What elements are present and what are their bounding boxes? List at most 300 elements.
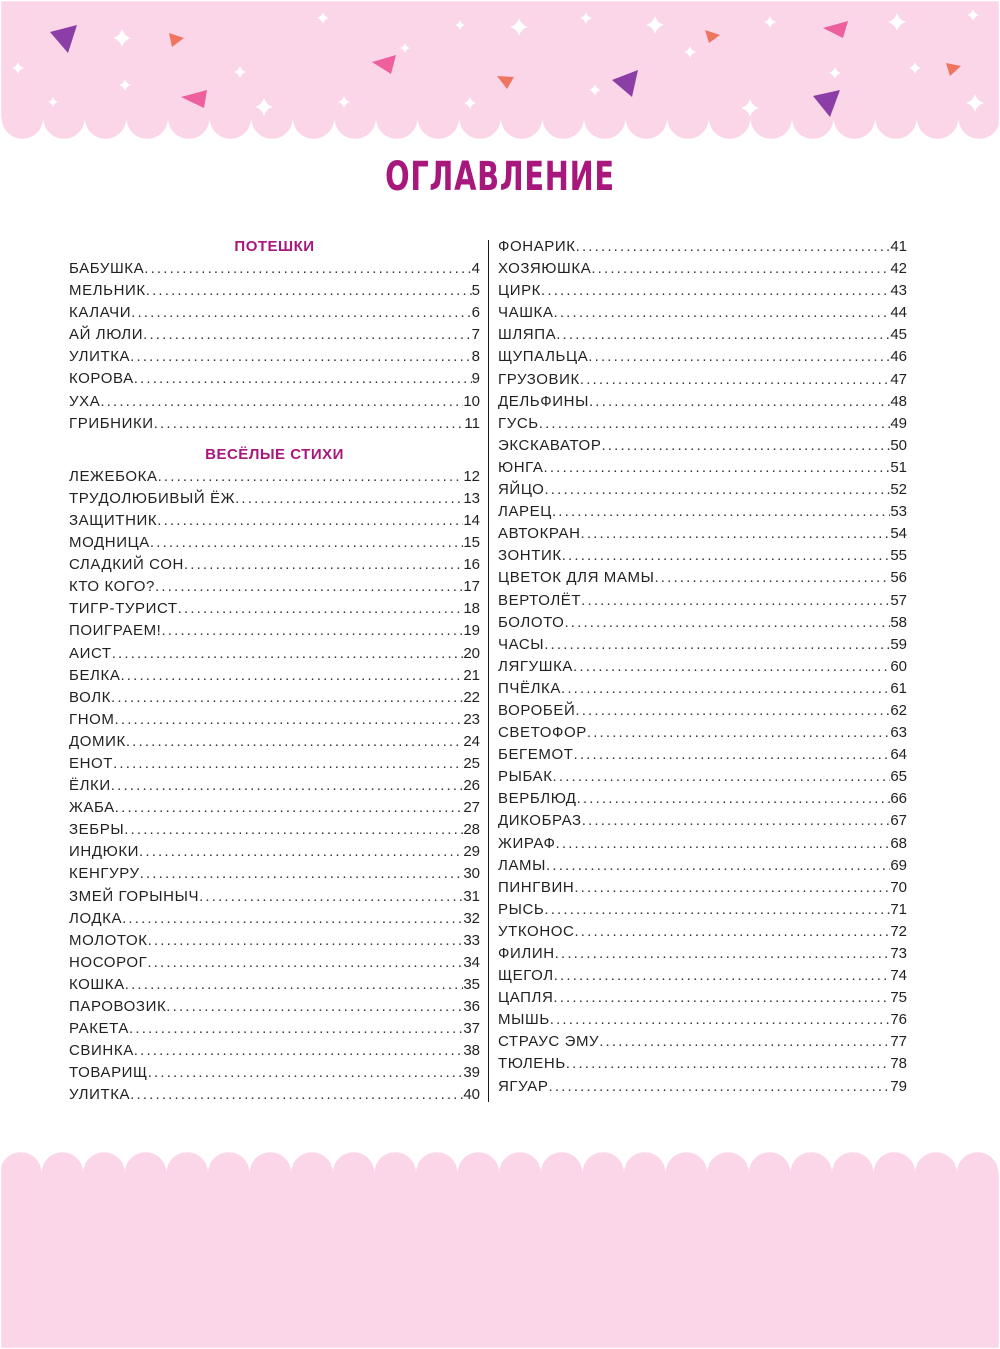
toc-entry-page: 48 — [890, 392, 907, 410]
toc-entry-page: 63 — [890, 724, 907, 742]
toc-entry-page: 12 — [463, 467, 480, 485]
dot-leader — [581, 590, 890, 612]
toc-entry-page: 45 — [890, 326, 907, 344]
toc-column-right — [498, 236, 907, 1098]
dot-leader — [112, 643, 464, 665]
toc-entry-title: СЛАДКИЙ СОН — [69, 556, 184, 574]
toc-entry[interactable] — [69, 488, 480, 510]
toc-entry-title: АИСТ — [69, 644, 112, 662]
toc-entry-page: 66 — [890, 790, 907, 808]
toc-entry[interactable] — [69, 302, 480, 324]
dot-leader — [544, 479, 890, 501]
toc-entry-page: 34 — [463, 953, 480, 971]
dot-leader — [148, 1062, 464, 1084]
toc-entry[interactable] — [69, 1062, 480, 1084]
dot-leader — [115, 797, 464, 819]
toc-entry-page: 23 — [463, 710, 480, 728]
dot-leader — [553, 987, 890, 1009]
toc-entry-title: ТЮЛЕНЬ — [498, 1055, 566, 1073]
toc-entry-page: 30 — [463, 865, 480, 883]
toc-entry-title: ЗЕБРЫ — [69, 821, 125, 839]
toc-entry-page: 55 — [890, 547, 907, 565]
toc-entry-title: УХА — [69, 392, 101, 410]
toc-entry[interactable] — [69, 1040, 480, 1062]
dot-leader — [158, 466, 464, 488]
toc-entry-page: 39 — [463, 1064, 480, 1082]
dot-leader — [126, 731, 463, 753]
toc-entry[interactable] — [69, 819, 480, 841]
dot-leader — [577, 788, 891, 810]
dot-leader — [539, 413, 891, 435]
page-title: ОГЛАВЛЕНИЕ — [385, 154, 615, 200]
toc-entry-page: 75 — [890, 989, 907, 1007]
toc-entry-title: ВЕРБЛЮД — [498, 790, 577, 808]
toc-entry-page: 32 — [463, 909, 480, 927]
toc-entry-page: 36 — [463, 998, 480, 1015]
dot-leader — [550, 1009, 891, 1031]
toc-entry-page: 44 — [890, 304, 907, 322]
toc-entry[interactable] — [498, 501, 907, 523]
toc-entry-title: ЦВЕТОК ДЛЯ МАМЫ — [498, 569, 655, 587]
dot-leader — [561, 678, 890, 700]
toc-entry-page: 74 — [890, 967, 907, 985]
toc-entry-title: ЕНОТ — [69, 754, 114, 772]
toc-entry[interactable] — [498, 678, 907, 700]
dot-leader — [574, 744, 891, 766]
dot-leader — [562, 545, 891, 567]
dot-leader — [148, 930, 464, 952]
toc-entry-title: ЗМЕЙ ГОРЫНЫЧ — [69, 887, 200, 905]
toc-entry-page: 6 — [471, 304, 480, 322]
toc-entry-page: 64 — [890, 746, 907, 764]
toc-entry-page: 76 — [890, 1011, 907, 1029]
toc-entry-title: ТИГР-ТУРИСТ — [69, 600, 178, 618]
dot-leader — [549, 1076, 891, 1098]
toc-entry-title: ИНДЮКИ — [69, 843, 140, 861]
toc-entry-title: ЛАМЫ — [498, 856, 547, 874]
toc-entry-title: ГНОМ — [69, 710, 115, 728]
toc-entry-title: ЛЕЖЕБОКА — [69, 467, 158, 485]
toc-entry-title: ЧАСЫ — [498, 635, 545, 653]
toc-entry[interactable] — [498, 634, 907, 656]
dot-leader — [100, 391, 463, 413]
toc-entry-title: ПИНГВИН — [498, 878, 575, 896]
toc-entry-title: ТРУДОЛЮБИВЫЙ ЁЖ — [69, 489, 236, 507]
toc-entry-page: 49 — [890, 414, 907, 432]
toc-entry-page: 21 — [463, 666, 480, 684]
toc-entry-page: 10 — [463, 392, 480, 410]
toc-entry[interactable] — [498, 391, 907, 413]
toc-entry[interactable] — [498, 612, 907, 634]
toc-entry[interactable] — [69, 930, 480, 952]
toc-entry-page: 25 — [463, 754, 480, 772]
toc-entry-page: 62 — [890, 701, 907, 719]
toc-entry-page: 26 — [463, 777, 480, 795]
toc-entry[interactable] — [498, 1031, 907, 1053]
dot-leader — [129, 1018, 463, 1040]
toc-entry[interactable] — [69, 775, 480, 797]
toc-entry[interactable] — [498, 1076, 907, 1098]
toc-entry[interactable] — [69, 643, 480, 665]
toc-entry-title: НОСОРОГ — [69, 953, 148, 971]
dot-leader — [155, 576, 463, 598]
toc-entry[interactable] — [498, 965, 907, 987]
dot-leader — [199, 886, 463, 908]
toc-entry-title: ШЛЯПА — [498, 326, 557, 344]
toc-entry-page: 22 — [463, 688, 480, 706]
dot-leader — [654, 567, 890, 589]
toc-entry-title: КОШКА — [69, 975, 125, 993]
dot-leader — [553, 766, 891, 788]
toc-entry-page: 69 — [890, 856, 907, 874]
dot-leader — [554, 965, 891, 987]
toc-entry-title: ЗОНТИК — [498, 547, 562, 565]
toc-entry-page: 56 — [890, 569, 907, 587]
bottom-scalloped-band — [0, 1146, 1000, 1349]
toc-entry-page: 68 — [890, 834, 907, 852]
dot-leader — [591, 258, 890, 280]
toc-entry[interactable] — [69, 368, 480, 390]
dot-leader — [134, 1040, 464, 1062]
toc-entry-page: 61 — [890, 679, 907, 697]
toc-entry[interactable] — [69, 974, 480, 996]
toc-entry-title: МОДНИЦА — [69, 534, 150, 552]
toc-entry-page: 33 — [463, 931, 480, 949]
dot-leader — [544, 634, 890, 656]
toc-entry[interactable] — [498, 236, 907, 258]
toc-entry[interactable] — [498, 457, 907, 479]
toc-entry[interactable] — [69, 466, 480, 488]
toc-entry-page: 73 — [890, 945, 907, 962]
toc-entry[interactable] — [69, 908, 480, 930]
toc-entry-page: 47 — [890, 370, 907, 388]
dot-leader — [581, 523, 891, 545]
dot-leader — [544, 457, 891, 479]
dot-leader — [140, 863, 464, 885]
toc-entry[interactable] — [498, 766, 907, 788]
column-divider — [488, 240, 489, 1102]
toc-entry[interactable] — [69, 1018, 480, 1040]
toc-entry-page: 5 — [471, 282, 480, 300]
toc-entry[interactable] — [498, 258, 907, 280]
dot-leader — [554, 302, 891, 324]
toc-entry[interactable] — [498, 435, 907, 457]
toc-entry[interactable] — [498, 523, 907, 545]
toc-entry-page: 59 — [890, 635, 907, 653]
toc-entry[interactable] — [69, 324, 480, 346]
toc-entry-page: 71 — [890, 900, 907, 918]
dot-leader — [125, 974, 464, 996]
toc-entry[interactable] — [498, 788, 907, 810]
toc-entry-title: ЖИРАФ — [498, 834, 556, 852]
toc-entry[interactable] — [69, 258, 480, 280]
toc-entry-title: ЛАРЕЦ — [498, 503, 552, 521]
toc-entry-title: БОЛОТО — [498, 613, 565, 631]
dot-leader — [556, 324, 890, 346]
toc-entry[interactable] — [498, 877, 907, 899]
toc-entry-page: 57 — [890, 591, 907, 609]
toc-entry-title: ЭКСКАВАТОР — [498, 436, 602, 454]
dot-leader — [556, 833, 891, 855]
dot-leader — [599, 1031, 890, 1053]
toc-entry[interactable] — [498, 346, 907, 368]
dot-leader — [546, 855, 890, 877]
dot-leader — [580, 369, 890, 391]
toc-entry[interactable] — [69, 952, 480, 974]
toc-entry-page: 18 — [463, 600, 480, 618]
toc-entry-page: 46 — [890, 348, 907, 366]
toc-entry[interactable] — [69, 576, 480, 598]
dot-leader — [235, 488, 463, 510]
toc-entry-page: 16 — [463, 556, 480, 574]
toc-entry[interactable] — [498, 921, 907, 943]
toc-entry-title: УТКОНОС — [498, 922, 575, 940]
toc-entry-page: 53 — [890, 503, 907, 521]
dot-leader — [574, 921, 890, 943]
dot-leader — [166, 996, 463, 1018]
toc-entry[interactable] — [69, 391, 480, 413]
toc-entry-title: ЦАПЛЯ — [498, 989, 554, 1007]
top-band-fill — [0, 0, 1000, 139]
dot-leader — [157, 510, 463, 532]
toc-entry[interactable] — [498, 744, 907, 766]
dot-leader — [566, 1053, 891, 1075]
dot-leader — [124, 819, 463, 841]
toc-entry-page: 70 — [890, 878, 907, 896]
toc-entry-title: ДИКОБРАЗ — [498, 812, 582, 830]
toc-entry-title: БАБУШКА — [69, 260, 145, 277]
toc-entry-title: РАКЕТА — [69, 1020, 130, 1038]
dot-leader — [582, 810, 891, 832]
toc-entry[interactable] — [69, 280, 480, 302]
toc-entry-title: МЕЛЬНИК — [69, 282, 146, 300]
toc-entry-page: 7 — [471, 326, 480, 344]
toc-entry[interactable] — [69, 731, 480, 753]
dot-leader — [588, 346, 890, 368]
toc-entry[interactable] — [69, 532, 480, 554]
dot-leader — [113, 753, 463, 775]
toc-entry-page: 14 — [463, 511, 480, 529]
toc-entry[interactable] — [69, 620, 480, 642]
toc-entry[interactable] — [69, 996, 480, 1018]
dot-leader — [120, 665, 463, 687]
dot-leader — [111, 687, 463, 709]
dot-leader — [574, 877, 890, 899]
dot-leader — [130, 1084, 463, 1106]
dot-leader — [601, 435, 890, 457]
toc-entry-page: 37 — [463, 1020, 480, 1038]
toc-entry-title: ЛОДКА — [69, 909, 123, 927]
toc-entry[interactable] — [69, 665, 480, 687]
dot-leader — [139, 841, 463, 863]
toc-entry-page: 42 — [890, 260, 907, 278]
toc-entry-page: 40 — [463, 1086, 480, 1104]
dot-leader — [147, 952, 463, 974]
toc-entry-title: КОРОВА — [69, 370, 134, 388]
dot-leader — [143, 324, 472, 346]
toc-entry[interactable] — [498, 567, 907, 589]
toc-entry[interactable] — [498, 810, 907, 832]
toc-entry-page: 41 — [890, 238, 907, 255]
toc-entry[interactable] — [69, 413, 480, 435]
toc-entry[interactable] — [498, 545, 907, 567]
toc-entry-page: 29 — [463, 843, 480, 861]
dot-leader — [115, 709, 464, 731]
toc-entry[interactable] — [69, 346, 480, 368]
toc-entry-page: 67 — [890, 812, 907, 830]
dot-leader — [541, 280, 890, 302]
toc-entry[interactable] — [498, 1009, 907, 1031]
toc-entry-page: 38 — [463, 1042, 480, 1060]
dot-leader — [122, 908, 463, 930]
toc-entry-title: БЕГЕМОТ — [498, 746, 574, 764]
toc-entry-title: ПЧЁЛКА — [498, 679, 561, 697]
dot-leader — [130, 346, 471, 368]
toc-entry[interactable] — [498, 943, 907, 965]
toc-entry-page: 54 — [890, 525, 907, 543]
toc-entry[interactable] — [69, 1084, 480, 1106]
toc-entry-title: ГУСЬ — [498, 414, 539, 432]
dot-leader — [555, 943, 891, 965]
toc-entry[interactable] — [69, 510, 480, 532]
toc-entry-page: 15 — [463, 534, 480, 552]
toc-entry-title: ФОНАРИК — [498, 238, 576, 255]
toc-entry-page: 28 — [463, 821, 480, 839]
toc-entry[interactable] — [498, 324, 907, 346]
dot-leader — [150, 532, 463, 554]
toc-entry-page: 79 — [890, 1077, 907, 1095]
toc-entry[interactable] — [498, 722, 907, 744]
toc-entry-title: МОЛОТОК — [69, 931, 148, 949]
toc-entry-title: ЮНГА — [498, 458, 544, 476]
toc-entry[interactable] — [69, 554, 480, 576]
toc-entry[interactable] — [69, 753, 480, 775]
toc-entry-title: КТО КОГО? — [69, 578, 155, 596]
toc-entry[interactable] — [69, 886, 480, 908]
toc-entry[interactable] — [498, 833, 907, 855]
dot-leader — [184, 554, 463, 576]
dot-leader — [575, 700, 890, 722]
toc-entry-page: 27 — [463, 799, 480, 817]
toc-entry-title: МЫШЬ — [498, 1011, 550, 1029]
toc-entry-title: РЫБАК — [498, 768, 553, 786]
toc-entry[interactable] — [69, 863, 480, 885]
toc-entry[interactable] — [498, 302, 907, 324]
toc-entry-title: АЙ ЛЮЛИ — [69, 326, 144, 344]
toc-entry[interactable] — [498, 656, 907, 678]
toc-entry-page: 31 — [463, 887, 480, 905]
dot-leader — [111, 775, 464, 797]
section-heading: ПОТЕШКИ — [234, 238, 315, 255]
toc-entry-page: 13 — [463, 489, 480, 507]
toc-entry-title: БЕЛКА — [69, 666, 121, 684]
toc-entry-title: СТРАУС ЭМУ — [498, 1033, 600, 1051]
toc-entry[interactable] — [498, 855, 907, 877]
dot-leader — [178, 598, 464, 620]
dot-leader — [587, 722, 890, 744]
toc-entry[interactable] — [498, 369, 907, 391]
toc-entry-page: 58 — [890, 613, 907, 631]
dot-leader — [544, 899, 890, 921]
toc-entry[interactable] — [69, 841, 480, 863]
toc-entry-page: 43 — [890, 282, 907, 300]
toc-entry-page: 78 — [890, 1055, 907, 1073]
toc-entry-page: 11 — [464, 414, 480, 432]
toc-column-left — [69, 236, 480, 1106]
dot-leader — [576, 236, 891, 258]
toc-entry-title: ДЕЛЬФИНЫ — [498, 392, 589, 410]
toc-entry-title: РЫСЬ — [498, 900, 545, 918]
toc-entry-title: СВИНКА — [69, 1042, 134, 1060]
dot-leader — [552, 501, 890, 523]
toc-entry-title: ВЕРТОЛЁТ — [498, 591, 582, 609]
toc-entry-title: ЯЙЦО — [498, 481, 545, 499]
dot-leader — [564, 612, 890, 634]
toc-entry[interactable] — [498, 590, 907, 612]
toc-entry-page: 51 — [890, 458, 907, 476]
toc-entry[interactable] — [498, 280, 907, 302]
toc-entry-title: ЯГУАР — [498, 1077, 549, 1095]
toc-entry-title: ПАРОВОЗИК — [69, 998, 167, 1015]
dot-leader — [154, 413, 465, 435]
toc-entry-title: УЛИТКА — [69, 1086, 131, 1104]
toc-entry[interactable] — [498, 1053, 907, 1075]
section-heading: ВЕСЁЛЫЕ СТИХИ — [205, 445, 344, 463]
toc-entry-page: 4 — [471, 260, 480, 277]
toc-entry-title: ЁЛКИ — [69, 777, 111, 795]
toc-entry-page: 19 — [463, 622, 480, 640]
toc-entry-title: ФИЛИН — [498, 945, 555, 962]
toc-entry-title: ДОМИК — [69, 732, 126, 750]
dot-leader — [134, 368, 472, 390]
toc-entry-title: ЩЕГОЛ — [498, 967, 554, 985]
toc-entry-title: ТОВАРИЩ — [69, 1064, 148, 1082]
bottom-band-fill — [0, 1152, 1000, 1349]
toc-entry[interactable] — [69, 687, 480, 709]
dot-leader — [161, 620, 463, 642]
toc-entry[interactable] — [69, 709, 480, 731]
toc-entry-title: ЧАШКА — [498, 304, 554, 322]
dot-leader — [573, 656, 890, 678]
toc-entry-page: 77 — [890, 1033, 907, 1051]
toc-entry-title: АВТОКРАН — [498, 525, 581, 543]
toc-entry-page: 60 — [890, 657, 907, 675]
toc-entry-page: 35 — [463, 975, 480, 993]
toc-entry-title: КАЛАЧИ — [69, 304, 132, 322]
toc-entry[interactable] — [498, 700, 907, 722]
dot-leader — [131, 302, 472, 324]
toc-entry-title: ЖАБА — [69, 799, 115, 817]
toc-entry-title: ВОЛК — [69, 688, 111, 706]
toc-entry-title: ГРУЗОВИК — [498, 370, 580, 388]
toc-entry-title: ВОРОБЕЙ — [498, 701, 576, 719]
toc-entry-page: 65 — [890, 768, 907, 786]
toc-entry[interactable] — [69, 797, 480, 819]
toc-entry[interactable] — [498, 479, 907, 501]
toc-entry-title: ЛЯГУШКА — [498, 657, 574, 675]
toc-entry[interactable] — [498, 413, 907, 435]
dot-leader — [144, 258, 471, 280]
toc-entry-title: ЦИРК — [498, 282, 542, 300]
toc-entry-page: 50 — [890, 436, 907, 454]
toc-entry[interactable] — [498, 899, 907, 921]
toc-entry[interactable] — [69, 598, 480, 620]
toc-entry-page: 24 — [463, 732, 480, 750]
toc-entry-title: ЩУПАЛЬЦА — [498, 348, 589, 366]
toc-entry-page: 20 — [463, 644, 480, 662]
dot-leader — [589, 391, 890, 413]
toc-entry[interactable] — [498, 987, 907, 1009]
